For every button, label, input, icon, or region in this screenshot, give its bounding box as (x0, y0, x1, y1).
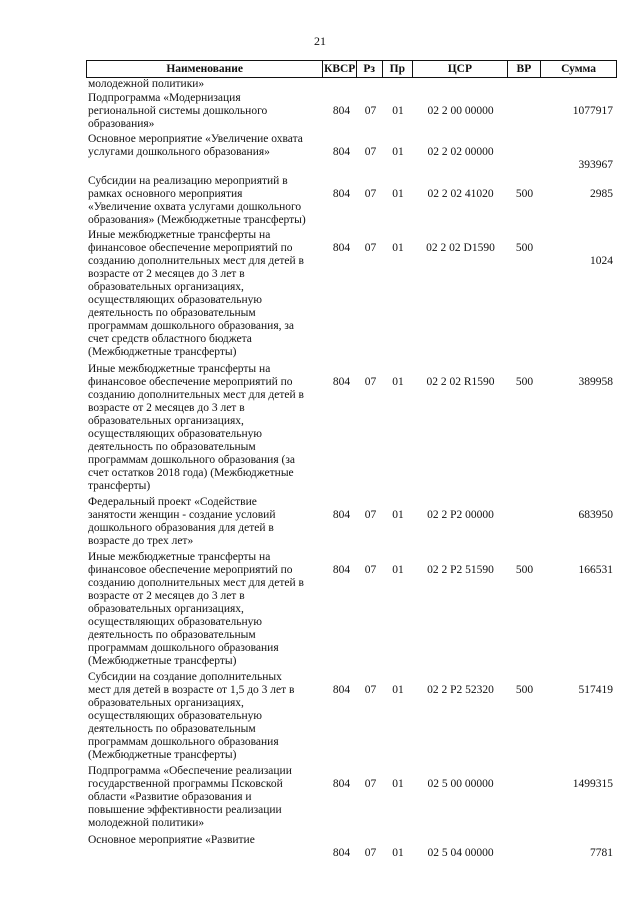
row-csr (413, 78, 508, 91)
row-sum: 393967 (578, 159, 613, 171)
row-vr: 500 (515, 564, 534, 576)
row-rz: 07 (364, 105, 377, 117)
row-sum: 1499315 (572, 778, 613, 790)
header-csr: ЦСР (413, 61, 508, 77)
row-name-line: финансовое обеспечение мероприятий по (88, 564, 293, 576)
row-name-line: деятельность по образовательным (88, 629, 256, 641)
row-rz: 07 (364, 778, 377, 790)
table-row (86, 363, 617, 493)
row-name (86, 496, 325, 548)
row-pr: 01 (392, 242, 404, 254)
row-kvsr: 804 (332, 778, 351, 790)
row-name-line: (Межбюджетные трансферты) (88, 655, 237, 667)
header-kvsr: КВСР (323, 63, 356, 75)
row-kvsr: 804 (332, 188, 351, 200)
row-name-line: созданию дополнительных мест для детей в (88, 389, 304, 401)
row-name (86, 92, 325, 131)
row-pr: 01 (392, 376, 404, 388)
row-name-line: осуществляющих образовательную (88, 710, 263, 722)
row-name-line: программам дошкольного образования (за (88, 454, 295, 466)
row-name-line: созданию дополнительных мест для детей в (88, 255, 304, 267)
header-rz: Рз (357, 61, 383, 77)
row-csr: 02 5 00 00000 (427, 778, 494, 790)
row-name-line: деятельность по образовательным (88, 307, 256, 319)
row-name-line: рамках основного мероприятия (88, 188, 243, 200)
row-name (86, 78, 325, 91)
row-name (86, 133, 325, 172)
row-vr (508, 765, 541, 830)
row-name (86, 363, 325, 493)
row-name-line: программам дошкольного образования, за (88, 320, 295, 332)
row-kvsr (325, 78, 358, 91)
table-row (86, 496, 617, 548)
row-rz: 07 (364, 188, 377, 200)
row-pr: 01 (392, 564, 404, 576)
row-name-line: возрасте до трех лет» (88, 535, 194, 547)
row-rz: 07 (364, 146, 377, 158)
row-sum: 7781 (590, 847, 613, 859)
row-csr: 02 2 02 00000 (427, 146, 494, 158)
row-name-line: образования» (88, 118, 155, 130)
row-vr (508, 133, 541, 172)
row-vr: 500 (515, 242, 534, 254)
row-kvsr: 804 (332, 376, 351, 388)
table-row (86, 133, 617, 172)
row-pr: 01 (392, 847, 404, 859)
row-name-line: региональной системы дошкольного (88, 105, 268, 117)
table-row (86, 229, 617, 359)
row-pr (383, 78, 413, 91)
row-csr: 02 2 P2 51590 (427, 564, 494, 576)
row-name-line: Основное мероприятие «Развитие (88, 834, 255, 846)
row-name (86, 175, 325, 227)
row-csr: 02 2 02 41020 (427, 188, 494, 200)
row-name (86, 229, 325, 359)
table-row (86, 175, 617, 227)
table-row (86, 92, 617, 131)
row-name-line: деятельность по образовательным (88, 723, 256, 735)
budget-table (86, 60, 617, 860)
row-rz: 07 (364, 509, 377, 521)
row-name (86, 551, 325, 668)
row-kvsr: 804 (332, 847, 351, 859)
row-name-line: Подпрограмма «Модернизация (88, 92, 241, 104)
row-name-line: Субсидии на реализацию мероприятий в (88, 175, 288, 187)
row-name-line: Основное мероприятие «Увеличение охвата (88, 133, 303, 145)
row-name-line: возрасте от 2 месяцев до 3 лет в (88, 268, 245, 280)
row-kvsr: 804 (332, 684, 351, 696)
row-vr (508, 496, 541, 548)
row-name-line: повышение эффективности реализации (88, 804, 282, 816)
row-kvsr: 804 (332, 509, 351, 521)
header-pr: Пр (383, 61, 414, 77)
row-pr: 01 (392, 146, 404, 158)
table-body (86, 78, 617, 860)
row-name-line: счет остатков 2018 года) (Межбюджетные (88, 467, 294, 479)
row-name-line: осуществляющих образовательную (88, 428, 263, 440)
row-name-line: счет средств областного бюджета (88, 333, 252, 345)
header-vr: ВР (508, 61, 542, 77)
row-vr: 500 (515, 376, 534, 388)
row-csr: 02 2 P2 00000 (427, 509, 494, 521)
row-name (86, 765, 325, 830)
row-name-line: государственной программы Псковской (88, 778, 283, 790)
row-csr: 02 2 02 R1590 (426, 376, 495, 388)
row-name-line: Субсидии на создание дополнительных (88, 671, 282, 683)
row-name-line: молодежной политики» (88, 78, 205, 90)
row-pr: 01 (392, 684, 404, 696)
row-name-line: Федеральный проект «Содействие (88, 496, 257, 508)
row-name-line: области «Развитие образования и (88, 791, 252, 803)
row-csr: 02 2 02 D1590 (426, 242, 495, 254)
row-name-line: услугами дошкольного образования» (88, 146, 270, 158)
row-csr: 02 2 P2 52320 (427, 684, 494, 696)
row-name-line: мест для детей в возрасте от 1,5 до 3 лет в (88, 684, 295, 696)
table-row (86, 834, 617, 860)
row-kvsr: 804 (332, 242, 351, 254)
header-name: Наименование (87, 61, 323, 77)
row-name-line: дошкольного образования для детей в (88, 522, 274, 534)
row-kvsr: 804 (332, 105, 351, 117)
table-header (86, 60, 617, 78)
row-name-line: программам дошкольного образования (88, 642, 279, 654)
row-rz: 07 (364, 242, 377, 254)
row-csr: 02 2 00 00000 (427, 105, 494, 117)
row-pr: 01 (392, 188, 404, 200)
row-name-line: осуществляющих образовательную (88, 616, 263, 628)
row-sum: 2985 (590, 188, 613, 200)
row-vr: 500 (515, 188, 534, 200)
row-name-line: Подпрограмма «Обеспечение реализации (88, 765, 292, 777)
row-name (86, 671, 325, 762)
row-sum: 166531 (578, 564, 613, 576)
row-name-line: трансферты) (88, 480, 151, 492)
row-vr: 500 (515, 684, 534, 696)
table-row (86, 78, 617, 91)
table-row (86, 765, 617, 830)
row-name-line: (Межбюджетные трансферты) (88, 749, 237, 761)
row-sum: 517419 (578, 684, 613, 696)
row-rz: 07 (364, 564, 377, 576)
row-name-line: образовательных организациях, (88, 281, 244, 293)
row-vr (508, 834, 541, 860)
row-name (86, 834, 325, 860)
row-rz (358, 78, 383, 91)
row-sum: 683950 (578, 509, 613, 521)
row-name-line: занятости женщин - создание условий (88, 509, 276, 521)
row-name-line: образовательных организациях, (88, 697, 244, 709)
row-sum: 1077917 (572, 105, 613, 117)
row-name-line: образования» (Межбюджетные трансферты) (88, 214, 306, 226)
row-name-line: осуществляющих образовательную (88, 294, 263, 306)
row-name-line: образовательных организациях, (88, 415, 244, 427)
row-vr (508, 92, 541, 131)
row-name-line: возрасте от 2 месяцев до 3 лет в (88, 402, 245, 414)
row-name-line: Иные межбюджетные трансферты на (88, 551, 271, 563)
row-name-line: «Увеличение охвата услугами дошкольного (88, 201, 302, 213)
row-name-line: (Межбюджетные трансферты) (88, 346, 237, 358)
row-rz: 07 (364, 847, 377, 859)
table-row (86, 551, 617, 668)
row-rz: 07 (364, 684, 377, 696)
row-pr: 01 (392, 509, 404, 521)
row-name-line: возрасте от 2 месяцев до 3 лет в (88, 590, 245, 602)
row-pr: 01 (392, 105, 404, 117)
row-name-line: образовательных организациях, (88, 603, 244, 615)
table-row (86, 671, 617, 762)
row-vr (508, 78, 541, 91)
header-sum: Сумма (561, 63, 597, 75)
row-pr: 01 (392, 778, 404, 790)
row-name-line: деятельность по образовательным (88, 441, 256, 453)
row-name-line: финансовое обеспечение мероприятий по (88, 376, 293, 388)
row-name-line: Иные межбюджетные трансферты на (88, 229, 271, 241)
row-name-line: Иные межбюджетные трансферты на (88, 363, 271, 375)
row-sum: 389958 (578, 376, 613, 388)
row-name-line: молодежной политики» (88, 817, 205, 829)
row-rz: 07 (364, 376, 377, 388)
row-name-line: созданию дополнительных мест для детей в (88, 577, 304, 589)
row-kvsr: 804 (332, 146, 351, 158)
row-name-line: финансовое обеспечение мероприятий по (88, 242, 293, 254)
row-csr: 02 5 04 00000 (427, 847, 494, 859)
row-name-line: программам дошкольного образования (88, 736, 279, 748)
page-number: 21 (314, 34, 326, 48)
row-sum (541, 78, 617, 91)
row-kvsr: 804 (332, 564, 351, 576)
row-sum: 1024 (590, 255, 613, 267)
